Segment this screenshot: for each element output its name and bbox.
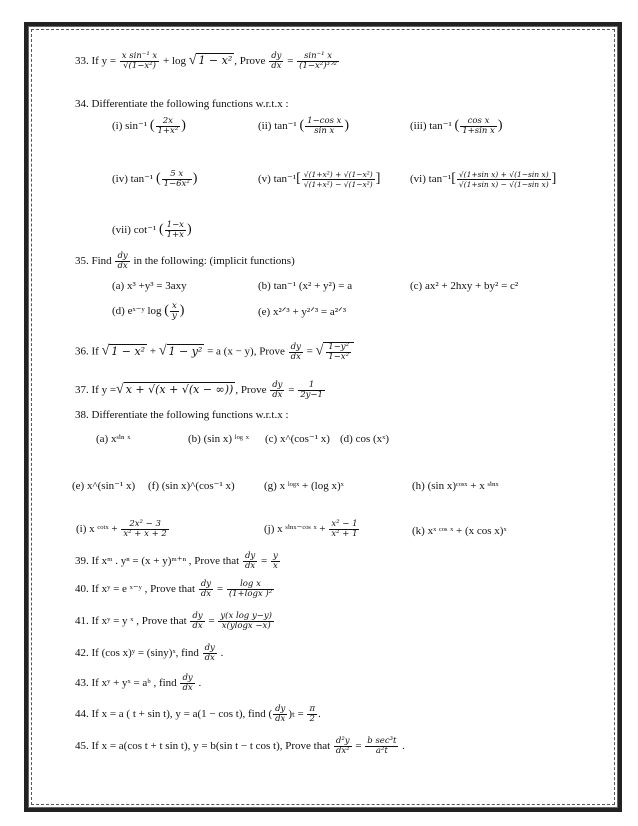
numerator: dy [204,643,215,653]
fraction [302,170,375,189]
numerator: y(x log y−y) [220,611,272,621]
eval: )ₜ = [288,708,307,721]
numerator: dy [272,380,283,390]
numerator: dy [200,579,212,589]
denominator: 1−x² [328,352,350,362]
period: . [198,677,202,690]
lead: 41. If xʸ = y ˣ , Prove that [75,615,187,628]
fraction [227,580,274,599]
question-35 [75,252,295,271]
lead: 43. If xʸ + yˣ = aᵇ , find [75,677,177,690]
fraction [326,343,351,362]
period: . [318,708,321,721]
numerator: dy [244,551,256,561]
numerator: y [272,551,278,561]
equals: = [355,740,362,753]
equals: = [306,345,313,358]
question-45 [75,737,405,756]
q33-prove: , Prove [234,55,266,68]
fraction [162,170,192,189]
question-33 [75,52,340,71]
q33-log: + log [162,55,186,68]
numerator: 1−x [166,220,184,230]
q33-dydx [269,52,283,71]
numerator: b sec³t [367,736,397,746]
question-34-title: 34. Differentiate the following functions w.r.t.x : [75,98,289,110]
question-42 [75,644,223,663]
lead: (d) eˣ⁻ʸ log [112,305,162,318]
numerator: √(1+sin x) + √(1−sin x) [458,170,549,179]
equals: = [288,384,295,397]
label: (vii) cot⁻¹ [112,224,157,237]
numerator: dy [271,51,282,61]
plus: + [149,345,157,358]
denominator: 1+x² [157,126,179,136]
denominator: dx [182,683,193,693]
paren: ( [454,118,460,134]
numerator: dy [290,341,301,352]
label: (iv) tan⁻¹ [112,173,154,186]
q38-c: (c) x^(cos⁻¹ x) [265,433,330,445]
numerator: 2x [156,117,181,127]
label: (v) tan⁻¹ [258,173,297,186]
fraction [460,117,497,136]
question-38-title: 38. Differentiate the following functions w.r.t.x : [75,409,289,421]
lead: (j) x ˢⁱⁿˣ⁻ᶜᵒˢ ˣ + [264,523,326,536]
question-41 [75,612,275,631]
fraction [298,381,325,400]
dydx [289,343,303,362]
q34-vii [112,221,192,240]
lead: 45. If x = a(cos t + t sin t), y = b(sin t − t cos t), Prove that [75,740,331,753]
question-36 [75,342,354,362]
denominator: 1−6x² [163,179,190,189]
denominator: x [272,561,278,571]
numerator: 2x² − 3 [121,520,168,530]
paren: ) [344,118,350,134]
numerator: log x [227,580,274,590]
dydx [243,552,257,571]
denominator: 2 [309,714,315,724]
dydx [270,381,284,400]
numerator: sin⁻¹ x [297,52,339,62]
lead: 36. If [75,345,99,358]
d2ydx2 [334,737,352,756]
prove: , Prove [235,384,267,397]
denominator: (1+logx )² [228,589,273,599]
radicand: 1 − x² [111,344,146,358]
denominator: dx [290,351,301,362]
denominator: x(ylogx −x) [221,621,271,631]
paren: ) [497,118,503,134]
sqrt-sign: √ [188,53,197,69]
lead: 40. If xʸ = e ˣ⁻ʸ , Prove that [75,583,196,596]
denominator: dx [244,561,256,571]
q34-i [112,117,186,136]
question-44 [75,705,321,724]
q38-a: (a) xˢⁱⁿ ˣ [96,433,131,445]
lead: 37. If y = [75,384,117,397]
dydx [203,644,217,663]
dydx [199,580,213,599]
paren: ) [181,118,186,134]
q38-f: (f) (sin x)^(cos⁻¹ x) [148,480,235,492]
bracket: ] [375,171,381,187]
denominator: a²t [375,746,388,756]
denominator: 1+x [166,230,184,240]
period: . [402,740,405,753]
q34-v [258,170,380,189]
paren: ( [155,171,161,187]
denominator: x² + x + 2 [123,529,167,539]
denominator: x² + 1 [331,529,358,539]
sqrt-sign: √ [116,382,124,398]
denominator: √(1+x²) − √(1−x²) [303,180,373,189]
q34-iii [410,117,502,136]
equals: = [216,583,224,596]
fraction [329,520,359,539]
denominator: dx [275,714,286,724]
fraction [121,520,168,539]
denominator: dx [272,390,283,400]
dydx [115,252,129,271]
denominator: dx [192,621,203,631]
q35-b: (b) tan⁻¹ (x² + y²) = a [258,280,353,292]
denominator: y [171,311,177,321]
numerator: dy [117,251,128,261]
fraction [305,117,343,136]
denominator: √(1−x²) [123,61,156,71]
q35-d [112,302,184,321]
radical-box [323,342,354,362]
denominator: √(1+sin x) − √(1−sin x) [458,180,549,189]
q33-radicand: 1 − x² [198,54,233,68]
denominator: (1−x²)³ᐟ² [299,61,337,71]
q33-lead: 33. If y = [75,55,117,68]
equals: = [260,555,268,568]
denominator: dx [200,589,212,599]
denominator: dx² [335,746,350,756]
bracket: [ [296,171,301,187]
fraction [170,302,179,321]
paren: ( [299,118,305,134]
q33-fraction-1 [120,52,159,71]
q38-e: (e) x^(sin⁻¹ x) [72,480,136,492]
lead: 35. Find [75,255,112,268]
numerator: dy [192,611,203,621]
q34-ii [258,117,349,136]
fraction [307,705,317,724]
lead: 39. If xᵐ . yⁿ = (x + y)ᵐ⁺ⁿ , Prove that [75,555,240,568]
q38-b: (b) (sin x) ˡᵒᵍ ˣ [188,433,249,445]
label: (vi) tan⁻¹ [410,173,452,186]
sqrt-sign: √ [101,343,110,359]
numerator: 1−y² [328,342,350,352]
numerator: x [170,302,179,312]
numerator: π [309,704,316,714]
dydx [180,674,194,693]
q38-g: (g) x ˡᵒᵍˣ + (log x)ˣ [264,480,344,492]
denominator: 2y−1 [300,390,323,400]
radicand: 1 − y² [168,344,203,358]
question-39 [75,552,281,571]
paren: ( [158,222,164,238]
q38-d: (d) cos (xˣ) [340,433,389,445]
bracket: ] [551,171,557,187]
numerator: dy [275,704,286,714]
period: . [220,647,224,660]
fraction [365,737,398,756]
sqrt-sign: √ [315,343,324,359]
q38-j [264,520,360,539]
fraction [165,221,186,240]
q35-a: (a) x³ +y³ = 3axy [112,280,187,292]
lead: 42. If (cos x)ʸ = (siny)ˣ, find [75,647,199,660]
q35-e: (e) x²ᐟ³ + y²ᐟ³ = a²ᐟ³ [258,306,347,318]
paren: ( [164,303,169,319]
q34-vi [410,170,556,189]
numerator: 1−cos x [307,116,342,126]
numerator: 1 [298,381,325,391]
numerator: dy [182,673,193,683]
q33-fraction-2 [297,52,339,71]
bracket: [ [451,171,456,187]
numerator: d²y [335,736,350,746]
sqrt-sign: √ [158,343,167,359]
dydx [273,705,287,724]
q38-h: (h) (sin x)ᶜᵒˢˣ + x ˢⁱⁿˣ [412,480,499,492]
fraction [271,552,280,571]
fraction [156,117,181,136]
question-43 [75,674,201,693]
question-40 [75,580,275,599]
denominator: sin x [314,126,335,136]
paren: ) [179,303,185,319]
dydx [190,612,204,631]
label: (ii) tan⁻¹ [258,120,297,133]
denominator: dx [204,653,215,663]
fraction [457,170,551,189]
denominator: dx [117,261,128,271]
trail: = a (x − y), Prove [207,345,285,358]
numerator: 5 x [162,170,192,180]
equals: = [208,615,215,628]
numerator: x sin⁻¹ x [121,51,158,61]
denominator: dx [271,61,282,71]
fraction [218,612,274,631]
denominator: 1+sin x [462,126,495,136]
lead: (i) x ᶜᵒᵗˣ + [76,523,118,536]
paren: ( [149,118,155,134]
q38-k: (k) xˣ ᶜᵒˢ ˣ + (x cos x)ˣ [412,525,507,537]
label: (iii) tan⁻¹ [410,120,452,133]
paren: ) [186,222,192,238]
numerator: x² − 1 [331,519,358,529]
question-37 [75,381,326,400]
q38-i [76,520,170,539]
radicand: x + √(x + √(x − ∞)) [125,383,234,397]
paren: ) [192,171,198,187]
numerator: √(1+x²) + √(1−x²) [303,170,373,179]
equals: = [287,55,294,68]
q34-iv [112,170,197,189]
q35-c: (c) ax² + 2hxy + by² = c² [410,280,519,292]
label: (i) sin⁻¹ [112,120,148,133]
lead: 44. If x = a ( t + sin t), y = a(1 − cos t), find ( [75,708,273,721]
trail: in the following: (implicit functions) [133,255,295,268]
numerator: cos x [460,117,497,127]
